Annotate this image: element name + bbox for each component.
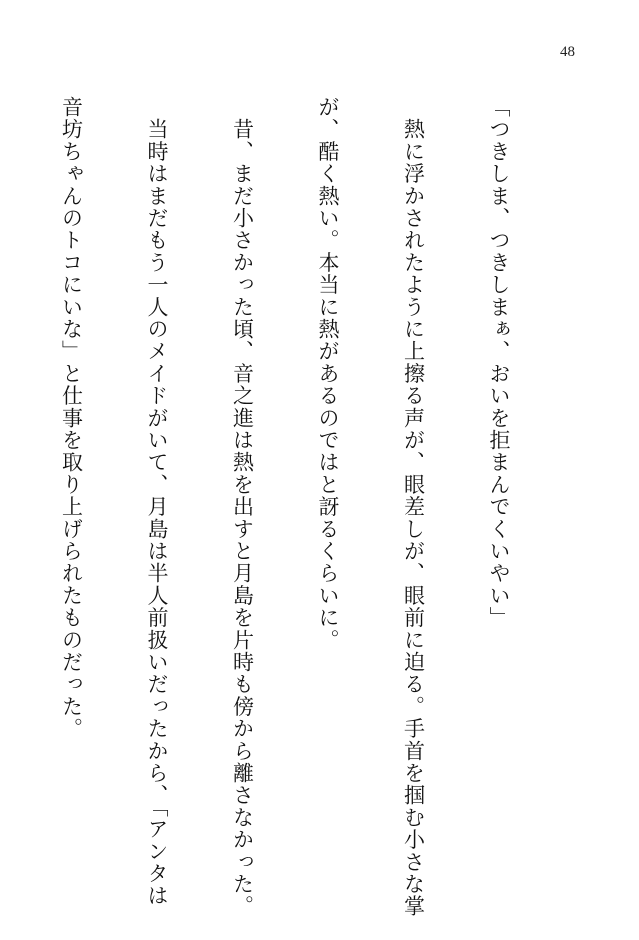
text-line-2: 熱に浮かされたように上擦る声が、眼差しが、眼前に迫る。手首を掴む小さな掌 — [401, 96, 426, 918]
page-number: 48 — [560, 44, 575, 60]
text-line-5: 当時はまだもう一人のメイドがいて、月島は半人前扱いだったから、「アンタは — [145, 96, 169, 907]
text-line-6: 音坊ちゃんのトコにいな」と仕事を取り上げられたものだった。 — [59, 96, 84, 740]
text-line-3: が、酷く熱い。本当に熱があるのではと訝るくらいに。 — [316, 96, 340, 651]
novel-text-block — [59, 96, 570, 918]
text-line-1: 「つきしま、つきしまぁ、おいを拒まんでくいやい」 — [487, 96, 511, 629]
text-line-4: 昔、まだ小さかった頃、音之進は熱を出すと月島を片時も傍から離さなかった。 — [230, 96, 255, 918]
